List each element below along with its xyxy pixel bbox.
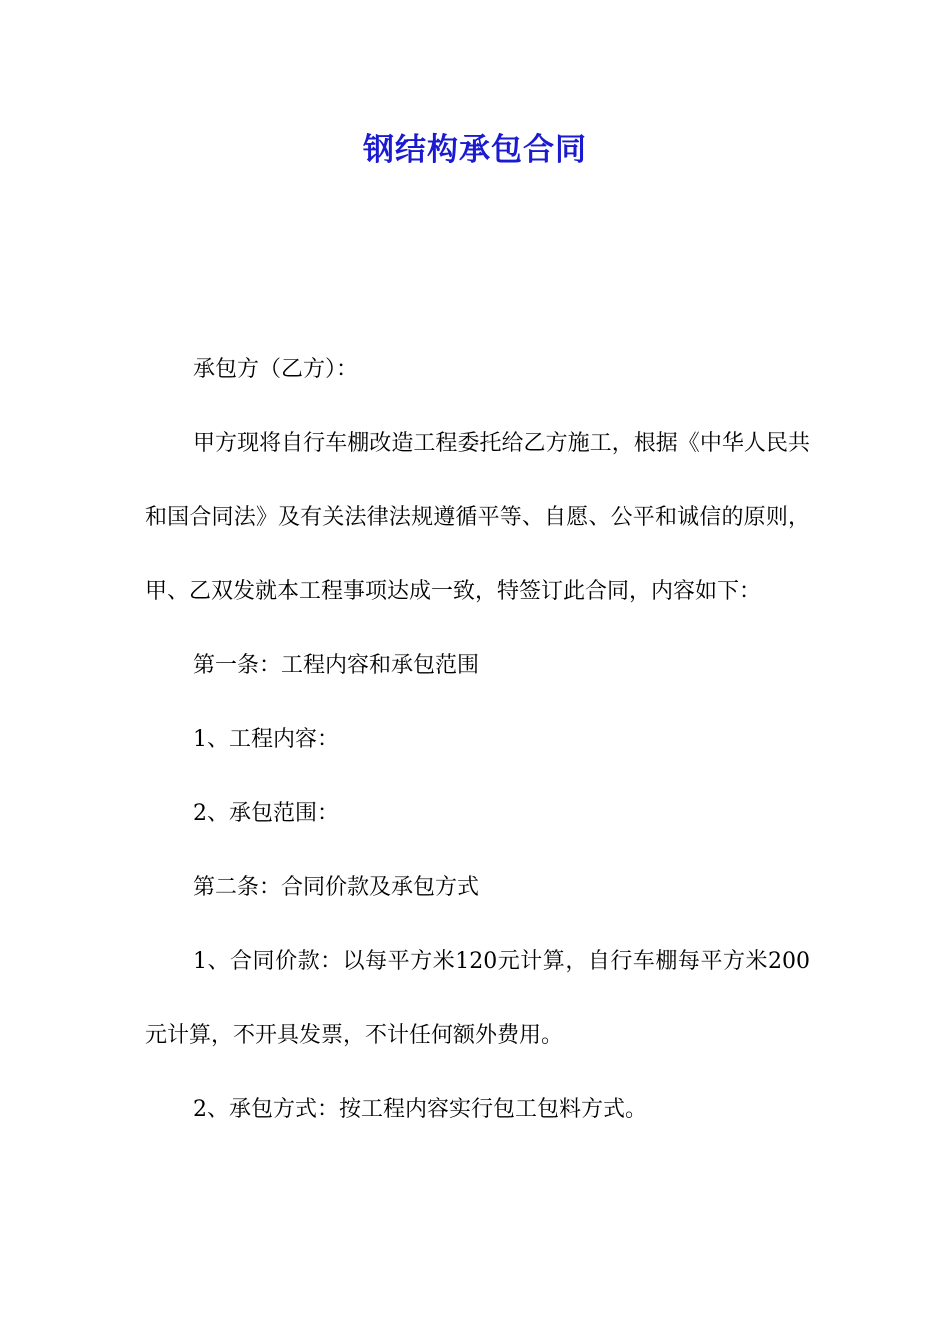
article-1-heading: 第一条：工程内容和承包范围 [193,653,480,678]
article-2-item-2: 2、承包方式：按工程内容实行包工包料方式。 [193,1097,647,1122]
party-b-line: 承包方（乙方）： [193,357,359,382]
preamble-paragraph: 甲方现将自行车棚改造工程委托给乙方施工，根据《中华人民共和国合同法》及有关法律法规遵循平等、自愿、公平和诚信的原则，甲、乙双发就本工程事项达成一致，特签订此合同，内容如下： [145,431,810,604]
article-2-item-1: 1、合同价款：以每平方米120元计算，自行车棚每平方米200元计算，不开具发票，不计任何额外费用。 [145,949,810,1048]
article-1-item-2: 2、承包范围： [193,801,339,826]
document-body [145,333,810,1147]
article-1-item-1: 1、工程内容： [193,727,339,752]
document-title: 钢结构承包合同 [363,132,587,168]
article-2-heading: 第二条：合同价款及承包方式 [193,875,480,900]
